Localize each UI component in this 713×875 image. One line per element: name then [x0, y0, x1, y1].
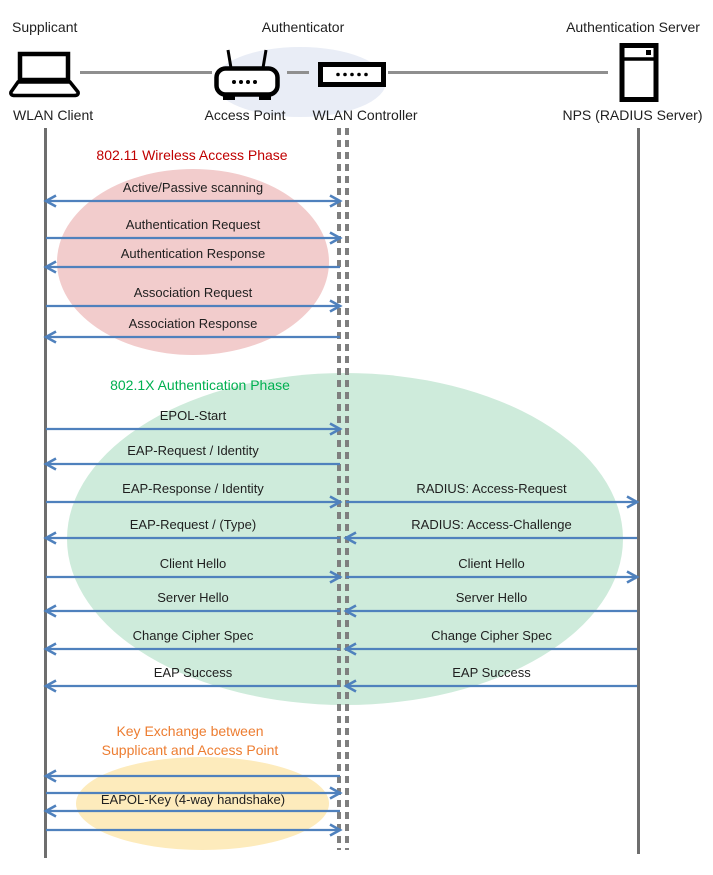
- message-label: EAP-Response / Identity: [122, 481, 264, 496]
- phase-title-key-exchange-line1: Key Exchange between: [116, 723, 264, 739]
- device-label-nps: NPS (RADIUS Server): [562, 107, 703, 123]
- phase-title-key-exchange-line2: Supplicant and Access Point: [101, 742, 279, 758]
- message-label: EAPOL-Key (4-way handshake): [100, 792, 286, 807]
- device-label-access-point: Access Point: [204, 107, 286, 123]
- phase-title-80211: 802.11 Wireless Access Phase: [96, 147, 288, 163]
- phase-title-8021x: 802.1X Authentication Phase: [110, 377, 290, 393]
- message-label: Server Hello: [157, 590, 229, 605]
- message-label: EAP-Request / (Type): [129, 517, 257, 532]
- message-label: Change Cipher Spec: [132, 628, 254, 643]
- message-label: Client Hello: [159, 556, 227, 571]
- role-label-authenticator: Authenticator: [261, 19, 345, 35]
- message-label: Client Hello: [458, 556, 525, 571]
- role-label-supplicant: Supplicant: [12, 19, 78, 35]
- message-label: Association Response: [128, 316, 258, 331]
- message-label: Authentication Response: [120, 246, 266, 261]
- message-label: RADIUS: Access-Challenge: [411, 517, 572, 532]
- message-label: EAP-Request / Identity: [127, 443, 259, 458]
- message-label: Authentication Request: [125, 217, 261, 232]
- role-label-auth-server: Authentication Server: [566, 19, 700, 35]
- device-label-wlan-client: WLAN Client: [13, 107, 94, 123]
- message-label: Association Request: [133, 285, 253, 300]
- message-arrow-right: [43, 822, 343, 838]
- message-label: Change Cipher Spec: [431, 628, 552, 643]
- message-label: EPOL-Start: [159, 408, 227, 423]
- message-label: EAP Success: [452, 665, 531, 680]
- message-label: Server Hello: [455, 590, 528, 605]
- message-label: Active/Passive scanning: [122, 180, 264, 195]
- message-arrow-left: [43, 768, 343, 784]
- device-label-wlan-controller: WLAN Controller: [312, 107, 418, 123]
- message-label: EAP Success: [153, 665, 233, 680]
- message-label: RADIUS: Access-Request: [416, 481, 567, 496]
